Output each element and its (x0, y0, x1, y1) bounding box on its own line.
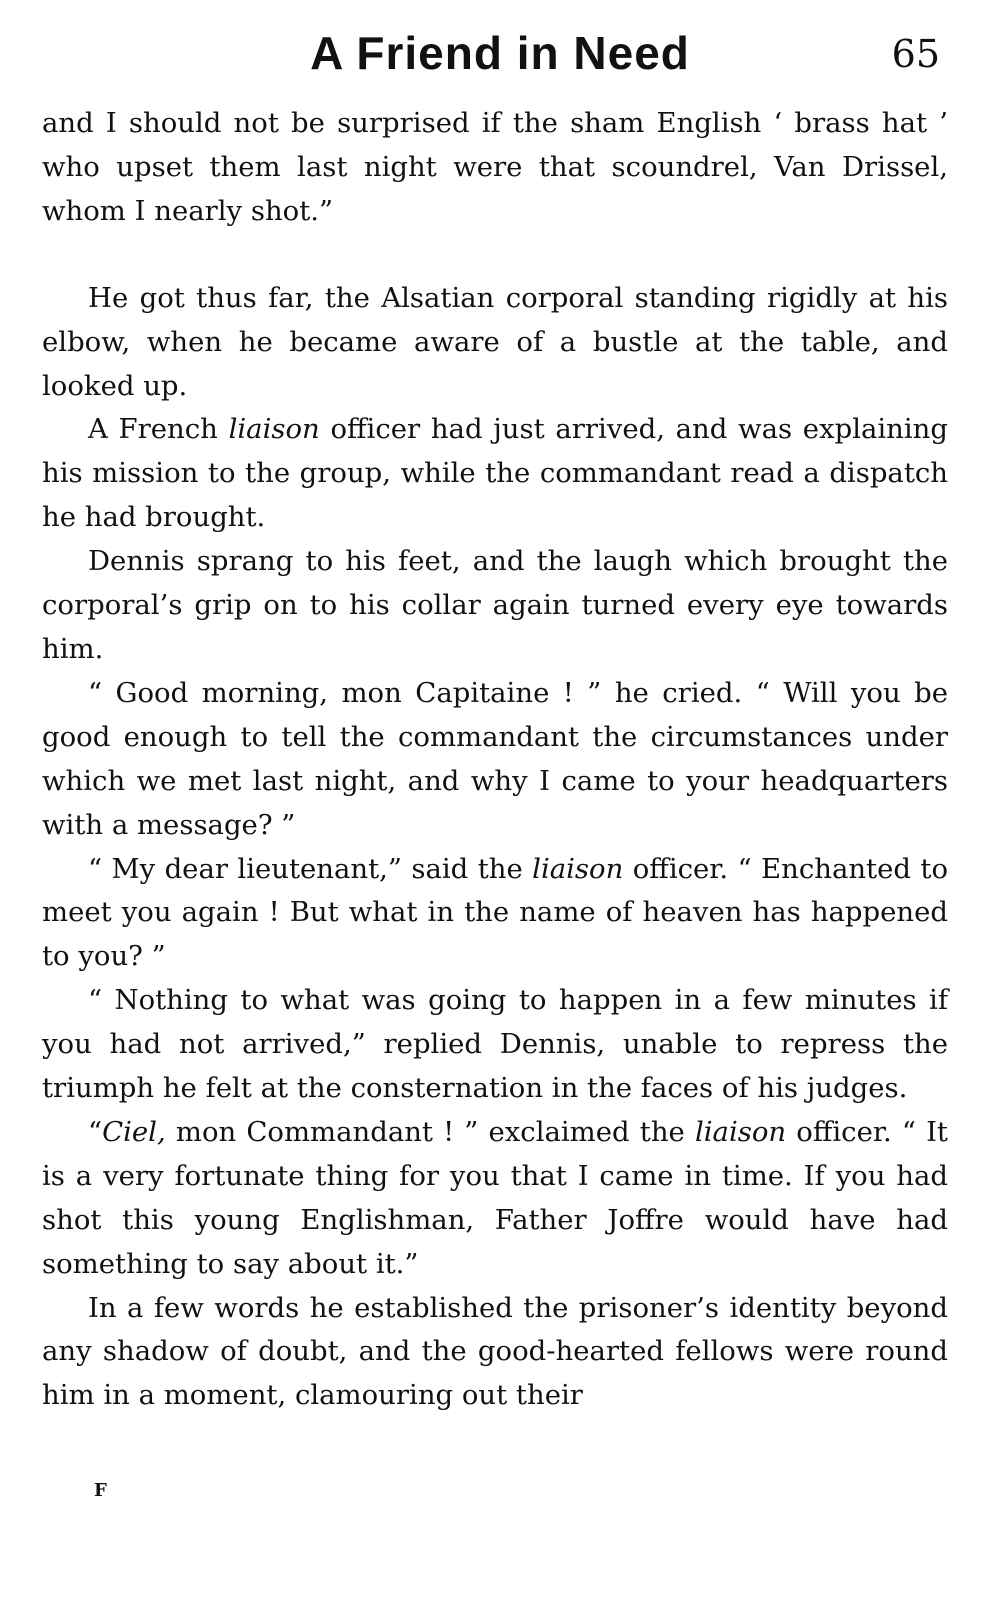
chapter-title: A Friend in Need (310, 27, 690, 79)
italic-text: liaison (228, 413, 320, 446)
italic-text: liaison (694, 1115, 787, 1148)
paragraph (42, 848, 948, 980)
text-run: “ Good morning, mon Capitaine ! ” he cried. “ Will you be good enough to tell the commandant the circumstances under which we met last night, and why I came to your headquarters with a message? ” (42, 676, 948, 841)
paragraph (42, 1287, 948, 1419)
page-number: 65 (891, 32, 940, 76)
paragraph (42, 540, 948, 672)
body-text (42, 102, 948, 1418)
italic-text: Ciel, (102, 1115, 166, 1148)
text-run: “ (88, 1115, 103, 1148)
text-run: A French (88, 413, 229, 446)
text-run: “ Nothing to what was going to happen in a few minutes if you had not arrived,” replied Dennis, unable to repress the triumph he felt at the consternation in the faces of his judges. (42, 984, 948, 1105)
paragraph (42, 979, 948, 1111)
running-head (0, 22, 1000, 92)
text-run: officer. “ It is a very fortunate thing for you that I came in time. If you had shot this young Englishman, Father Joffre would have had something to say about it.” (42, 1115, 948, 1280)
text-run: mon Commandant ! ” exclaimed the (165, 1115, 695, 1148)
text-run: officer. “ Enchanted to meet you again ! But what in the name of heaven has happened to you? ” (42, 852, 949, 973)
text-run: He got thus far, the Alsatian corporal standing rigidly at his elbow, when he became aware of a bustle at the table, and looked up. (42, 281, 948, 402)
signature-mark: F (94, 1480, 107, 1501)
text-run: and I should not be surprised if the sham English ‘ brass hat ’ who upset them last night were that scoundrel, Van Drissel, whom I nearly shot.” (42, 107, 948, 227)
text-run: officer had just arrived, and was explaining his mission to the group, while the commandant read a dispatch he had brought. (42, 413, 948, 534)
text-run: Dennis sprang to his feet, and the laugh which brought the corporal’s grip on to his collar again turned every eye towards him. (42, 545, 948, 665)
paragraph (42, 277, 948, 409)
paragraph (42, 102, 948, 234)
paragraph (42, 1111, 948, 1287)
italic-text: liaison (532, 852, 624, 885)
paragraph (42, 672, 948, 848)
text-run: “ My dear lieutenant,” said the (88, 852, 533, 885)
paragraph (42, 408, 948, 540)
text-run: In a few words he established the prisoner’s identity beyond any shadow of doubt, and the good-hearted fellows were round him in a moment, clamouring out their (42, 1291, 948, 1412)
